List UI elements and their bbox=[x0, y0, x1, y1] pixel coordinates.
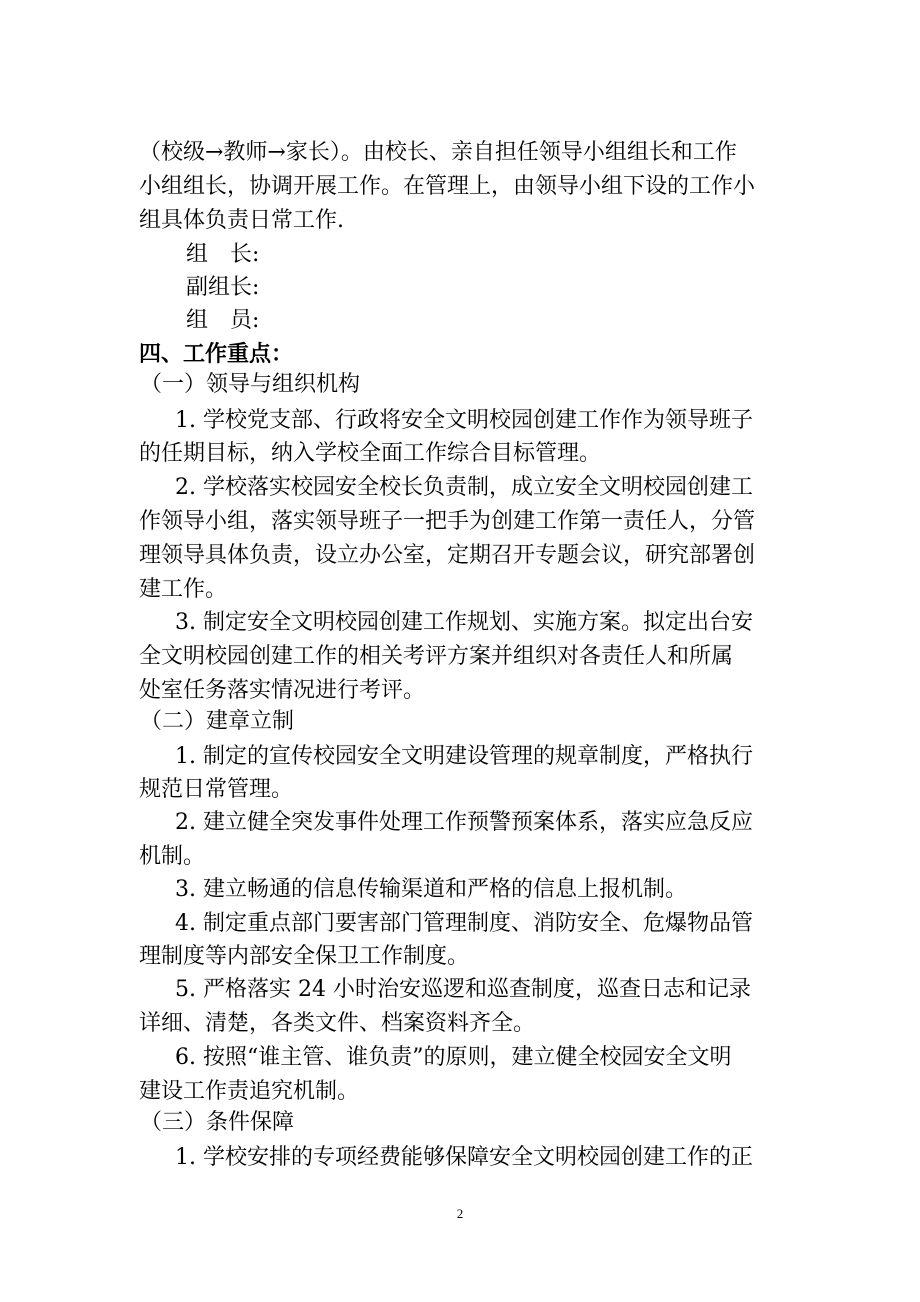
group-member-label: 组 员: bbox=[186, 308, 260, 333]
body-line: 3. 建立畅通的信息传输渠道和严格的信息上报机制。 bbox=[175, 877, 687, 902]
body-line: 全文明校园创建工作的相关考评方案并组织对各责任人和所属 bbox=[139, 644, 734, 669]
body-line: 1. 学校安排的专项经费能够保障安全文明校园创建工作的正 bbox=[175, 1145, 753, 1170]
subsection-heading: （一）领导与组织机构 bbox=[140, 372, 361, 397]
body-line: 4. 制定重点部门要害部门管理制度、消防安全、危爆物品管 bbox=[175, 911, 753, 936]
body-line: 1. 制定的宣传校园安全文明建设管理的规章制度，严格执行 bbox=[175, 744, 753, 769]
body-line: 详细、清楚，各类文件、档案资料齐全。 bbox=[139, 1011, 536, 1036]
deputy-leader-label: 副组长: bbox=[186, 275, 260, 300]
body-line: 1. 学校党支部、行政将安全文明校园创建工作作为领导班子 bbox=[175, 408, 753, 433]
body-line: 机制。 bbox=[139, 844, 206, 869]
body-line: 3. 制定安全文明校园创建工作规划、实施方案。拟定出台安 bbox=[175, 610, 753, 635]
body-line: 小组组长，协调开展工作。在管理上，由领导小组下设的工作小 bbox=[139, 174, 756, 199]
body-line: 的任期目标，纳入学校全面工作综合目标管理。 bbox=[139, 441, 602, 466]
body-line: 2. 学校落实校园安全校长负责制，成立安全文明校园创建工 bbox=[175, 475, 753, 500]
subsection-heading: （二）建章立制 bbox=[140, 709, 295, 734]
body-line: 建设工作责追究机制。 bbox=[139, 1079, 360, 1104]
body-line: 理领导具体负责，设立办公室，定期召开专题会议，研究部署创 bbox=[139, 543, 756, 568]
body-line: 5. 严格落实 24 小时治安巡逻和巡查制度，巡查日志和记录 bbox=[175, 977, 751, 1002]
body-line: 2. 建立健全突发事件处理工作预警预案体系，落实应急反应 bbox=[175, 810, 753, 835]
body-line: 理制度等内部安全保卫工作制度。 bbox=[139, 944, 470, 969]
body-line: 组具体负责日常工作. bbox=[139, 208, 344, 233]
body-line: （校级→教师→家长）。由校长、亲自担任领导小组组长和工作 bbox=[139, 140, 737, 165]
body-line: 作领导小组，落实领导班子一把手为创建工作第一责任人，分管 bbox=[139, 509, 756, 534]
group-leader-label: 组 长: bbox=[186, 242, 260, 267]
body-line: 建工作。 bbox=[139, 577, 228, 602]
page-number: 2 bbox=[456, 1206, 464, 1221]
body-line: 处室任务落实情况进行考评。 bbox=[139, 678, 426, 703]
subsection-heading: （三）条件保障 bbox=[140, 1110, 295, 1135]
body-line: 规范日常管理。 bbox=[139, 777, 294, 802]
section-heading: 四、工作重点： bbox=[139, 342, 294, 367]
body-line: 6. 按照“谁主管、谁负责”的原则，建立健全校园安全文明 bbox=[175, 1045, 732, 1070]
